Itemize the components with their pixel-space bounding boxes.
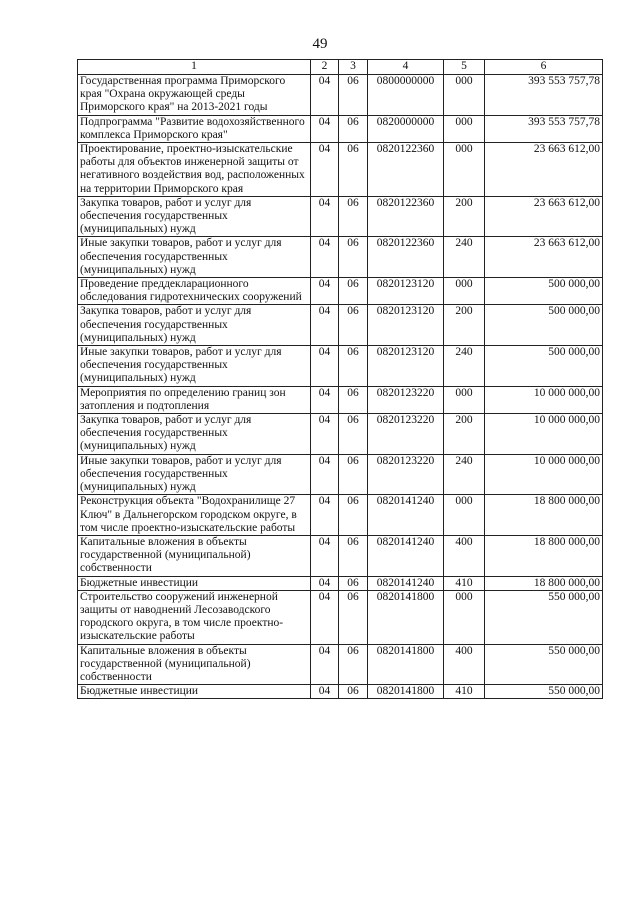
header-cell: 4 — [368, 60, 444, 75]
section-code: 04 — [311, 576, 339, 590]
subsection-code: 06 — [339, 196, 368, 237]
section-code: 04 — [311, 346, 339, 387]
subsection-code: 06 — [339, 535, 368, 576]
amount: 23 663 612,00 — [485, 237, 603, 278]
section-code: 04 — [311, 685, 339, 699]
table-row — [78, 278, 603, 305]
target-article-code: 0820141800 — [368, 590, 444, 644]
amount: 550 000,00 — [485, 685, 603, 699]
header-cell: 1 — [78, 60, 311, 75]
expense-type-code: 200 — [444, 305, 485, 346]
section-code: 04 — [311, 495, 339, 536]
expense-type-code: 240 — [444, 237, 485, 278]
row-name: Закупка товаров, работ и услуг для обеспечения государственных (муниципальных) нужд — [78, 414, 311, 455]
section-code: 04 — [311, 196, 339, 237]
row-name: Бюджетные инвестиции — [78, 685, 311, 699]
table-row — [78, 495, 603, 536]
amount: 393 553 757,78 — [485, 115, 603, 142]
target-article-code: 0820141240 — [368, 535, 444, 576]
subsection-code: 06 — [339, 590, 368, 644]
section-code: 04 — [311, 115, 339, 142]
section-code: 04 — [311, 414, 339, 455]
section-code: 04 — [311, 454, 339, 495]
target-article-code: 0820122360 — [368, 237, 444, 278]
section-code: 04 — [311, 535, 339, 576]
table-row — [78, 75, 603, 116]
table-row — [78, 237, 603, 278]
expense-type-code: 000 — [444, 278, 485, 305]
subsection-code: 06 — [339, 143, 368, 197]
expense-type-code: 000 — [444, 386, 485, 413]
header-cell: 3 — [339, 60, 368, 75]
target-article-code: 0820123220 — [368, 386, 444, 413]
amount: 500 000,00 — [485, 305, 603, 346]
expense-type-code: 000 — [444, 495, 485, 536]
row-name: Иные закупки товаров, работ и услуг для обеспечения государственных (муниципальных) нужд — [78, 454, 311, 495]
amount: 18 800 000,00 — [485, 495, 603, 536]
row-name: Бюджетные инвестиции — [78, 576, 311, 590]
expense-type-code: 410 — [444, 576, 485, 590]
expense-type-code: 240 — [444, 454, 485, 495]
row-name: Мероприятия по определению границ зон затопления и подтопления — [78, 386, 311, 413]
table-row — [78, 414, 603, 455]
target-article-code: 0820141800 — [368, 685, 444, 699]
amount: 23 663 612,00 — [485, 196, 603, 237]
subsection-code: 06 — [339, 75, 368, 116]
subsection-code: 06 — [339, 237, 368, 278]
amount: 550 000,00 — [485, 590, 603, 644]
expense-type-code: 410 — [444, 685, 485, 699]
subsection-code: 06 — [339, 495, 368, 536]
subsection-code: 06 — [339, 414, 368, 455]
subsection-code: 06 — [339, 576, 368, 590]
section-code: 04 — [311, 386, 339, 413]
row-name: Строительство сооружений инженерной защиты от наводнений Лесозаводского городского округа, в том числе проектно-изыскательские работы — [78, 590, 311, 644]
table-row — [78, 305, 603, 346]
subsection-code: 06 — [339, 644, 368, 685]
subsection-code: 06 — [339, 305, 368, 346]
row-name: Подпрограмма "Развитие водохозяйственного комплекса Приморского края" — [78, 115, 311, 142]
target-article-code: 0820123120 — [368, 346, 444, 387]
expense-type-code: 000 — [444, 115, 485, 142]
amount: 393 553 757,78 — [485, 75, 603, 116]
target-article-code: 0820123220 — [368, 454, 444, 495]
row-name: Капитальные вложения в объекты государственной (муниципальной) собственности — [78, 535, 311, 576]
target-article-code: 0800000000 — [368, 75, 444, 116]
table-row — [78, 196, 603, 237]
section-code: 04 — [311, 75, 339, 116]
row-name: Закупка товаров, работ и услуг для обеспечения государственных (муниципальных) нужд — [78, 196, 311, 237]
row-name: Иные закупки товаров, работ и услуг для обеспечения государственных (муниципальных) нужд — [78, 346, 311, 387]
table-row — [78, 576, 603, 590]
target-article-code: 0820123220 — [368, 414, 444, 455]
header-cell: 5 — [444, 60, 485, 75]
row-name: Реконструкция объекта "Водохранилище 27 Ключ" в Дальнегорском городском округе, в том числе проектно-изыскательские работы — [78, 495, 311, 536]
page-number: 49 — [312, 36, 328, 52]
row-name: Проведение преддекларационного обследования гидротехнических сооружений — [78, 278, 311, 305]
expense-type-code: 400 — [444, 535, 485, 576]
amount: 18 800 000,00 — [485, 535, 603, 576]
expense-type-code: 000 — [444, 75, 485, 116]
expense-type-code: 000 — [444, 590, 485, 644]
amount: 550 000,00 — [485, 644, 603, 685]
budget-table — [77, 59, 603, 699]
amount: 10 000 000,00 — [485, 454, 603, 495]
section-code: 04 — [311, 278, 339, 305]
target-article-code: 0820000000 — [368, 115, 444, 142]
expense-type-code: 200 — [444, 414, 485, 455]
target-article-code: 0820141240 — [368, 495, 444, 536]
section-code: 04 — [311, 590, 339, 644]
table-row — [78, 535, 603, 576]
table-row — [78, 386, 603, 413]
subsection-code: 06 — [339, 454, 368, 495]
target-article-code: 0820123120 — [368, 278, 444, 305]
amount: 23 663 612,00 — [485, 143, 603, 197]
amount: 18 800 000,00 — [485, 576, 603, 590]
subsection-code: 06 — [339, 386, 368, 413]
target-article-code: 0820122360 — [368, 143, 444, 197]
section-code: 04 — [311, 305, 339, 346]
amount: 500 000,00 — [485, 278, 603, 305]
expense-type-code: 200 — [444, 196, 485, 237]
amount: 10 000 000,00 — [485, 386, 603, 413]
table-row — [78, 115, 603, 142]
target-article-code: 0820122360 — [368, 196, 444, 237]
target-article-code: 0820123120 — [368, 305, 444, 346]
header-cell: 2 — [311, 60, 339, 75]
expense-type-code: 000 — [444, 143, 485, 197]
expense-type-code: 400 — [444, 644, 485, 685]
subsection-code: 06 — [339, 115, 368, 142]
table-row — [78, 346, 603, 387]
table-row — [78, 143, 603, 197]
row-name: Иные закупки товаров, работ и услуг для обеспечения государственных (муниципальных) нужд — [78, 237, 311, 278]
section-code: 04 — [311, 644, 339, 685]
subsection-code: 06 — [339, 685, 368, 699]
row-name: Проектирование, проектно-изыскательские работы для объектов инженерной защиты от негативного воздействия вод, расположенных на территории Приморского края — [78, 143, 311, 197]
subsection-code: 06 — [339, 278, 368, 305]
table-row — [78, 590, 603, 644]
section-code: 04 — [311, 143, 339, 197]
table-row — [78, 454, 603, 495]
header-row — [78, 60, 603, 75]
row-name: Закупка товаров, работ и услуг для обеспечения государственных (муниципальных) нужд — [78, 305, 311, 346]
table-row — [78, 685, 603, 699]
amount: 500 000,00 — [485, 346, 603, 387]
header-cell: 6 — [485, 60, 603, 75]
row-name: Капитальные вложения в объекты государственной (муниципальной) собственности — [78, 644, 311, 685]
expense-type-code: 240 — [444, 346, 485, 387]
table-row — [78, 644, 603, 685]
subsection-code: 06 — [339, 346, 368, 387]
amount: 10 000 000,00 — [485, 414, 603, 455]
target-article-code: 0820141800 — [368, 644, 444, 685]
row-name: Государственная программа Приморского края "Охрана окружающей среды Приморского края" на 2013-2021 годы — [78, 75, 311, 116]
target-article-code: 0820141240 — [368, 576, 444, 590]
section-code: 04 — [311, 237, 339, 278]
